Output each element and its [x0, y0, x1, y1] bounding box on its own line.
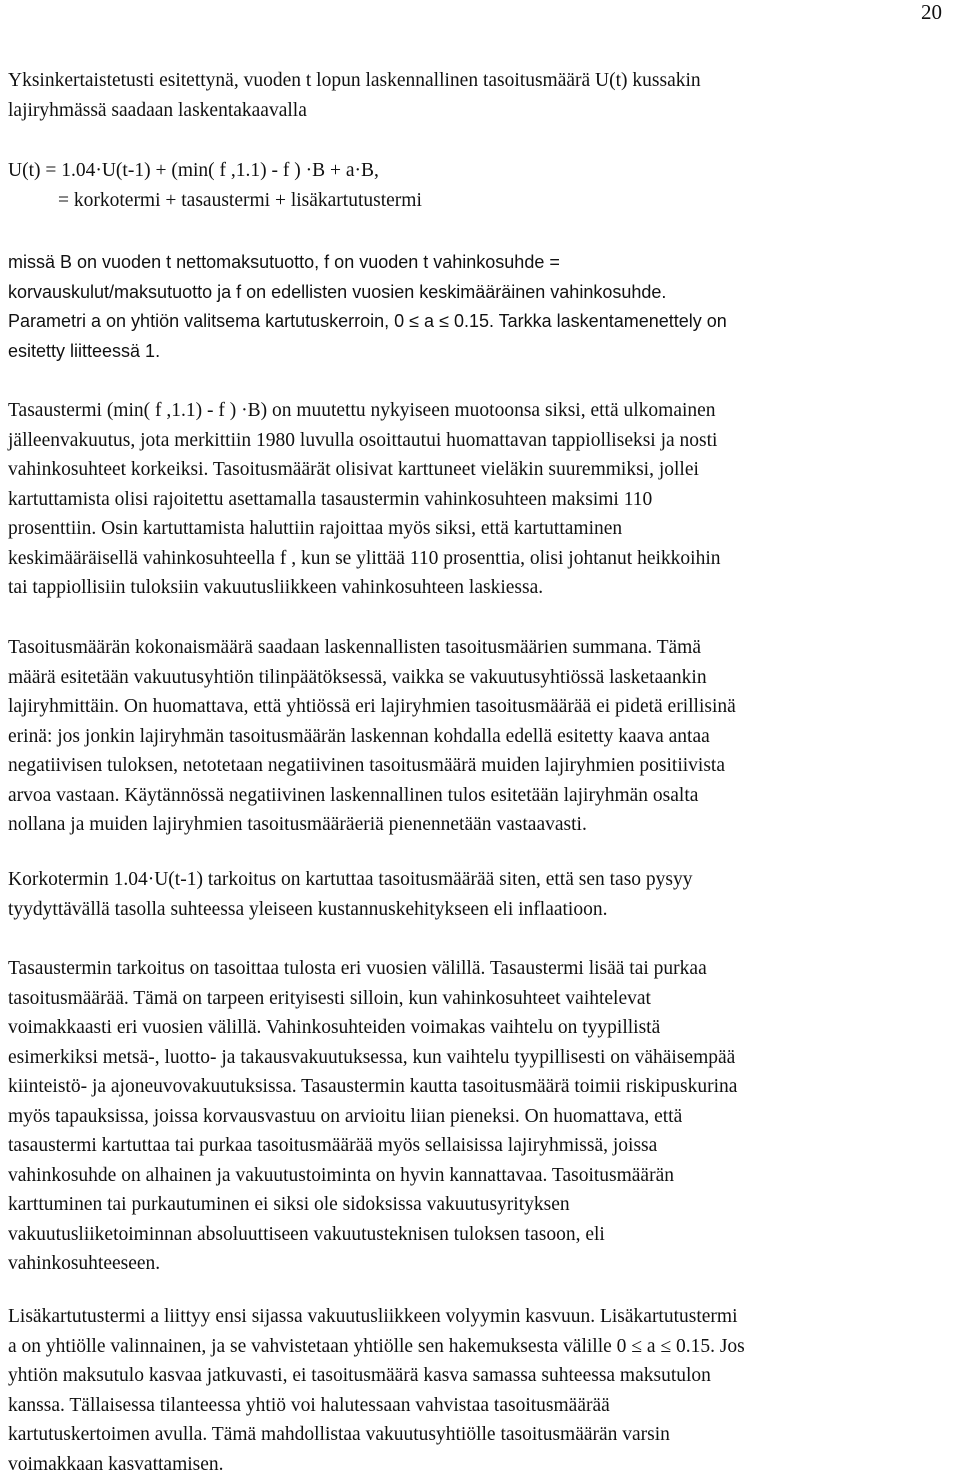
- paragraph-kokonaismaara: [8, 633, 956, 840]
- text-line: kartutuskertoimen avulla. Tämä mahdollistaa vakuutusyhtiölle tasoitusmäärän varsin: [8, 1420, 956, 1450]
- formula-line: = korkotermi + tasaustermi + lisäkartutustermi: [8, 186, 956, 216]
- text-line: voimakkaasti eri vuosien välillä. Vahinkosuhteiden voimakas vaihtelu on tyypillistä: [8, 1013, 956, 1043]
- text-line: Lisäkartutustermi a liittyy ensi sijassa vakuutusliikkeen volyymin kasvuun. Lisäkartutustermi: [8, 1302, 956, 1332]
- text-line: yhtiön maksutulo kasvaa jatkuvasti, ei tasoitusmäärä kasva samassa suhteessa maksutulon: [8, 1361, 956, 1391]
- text-line: Tasaustermin tarkoitus on tasoittaa tulosta eri vuosien välillä. Tasaustermi lisää tai purkaa: [8, 954, 956, 984]
- text-line: Yksinkertaistetusti esitettynä, vuoden t lopun laskennallinen tasoitusmäärä U(t) kussakin: [8, 66, 956, 96]
- text-line: prosenttiin. Osin kartuttamista haluttiin rajoittaa myös siksi, että kartuttaminen: [8, 514, 956, 544]
- text-line: vahinkosuhteet korkeiksi. Tasoitusmäärät olisivat karttuneet vieläkin suuremmiksi, jollei: [8, 455, 956, 485]
- text-line: lajiryhmittäin. On huomattava, että yhtiössä eri lajiryhmien tasoitusmäärää ei pidetä erillisinä: [8, 692, 956, 722]
- text-line: Tasoitusmäärän kokonaismäärä saadaan laskennallisten tasoitusmäärien summana. Tämä: [8, 633, 956, 663]
- text-line: kanssa. Tällaisessa tilanteessa yhtiö voi halutessaan vahvistaa tasoitusmäärää: [8, 1391, 956, 1421]
- paragraph-lisakartutustermi: [8, 1302, 956, 1479]
- intro-paragraph: [8, 66, 956, 125]
- text-line: esimerkiksi metsä-, luotto- ja takausvakuutuksessa, kun vaihtelu tyypillisesti on vähäisempää: [8, 1043, 956, 1073]
- text-line: lajiryhmässä saadaan laskentakaavalla: [8, 96, 956, 126]
- text-line: tasaustermi kartuttaa tai purkaa tasoitusmäärää myös sellaisissa lajiryhmissä, joissa: [8, 1131, 956, 1161]
- text-line: määrä esitetään vakuutusyhtiön tilinpäätöksessä, vaikka se vakuutusyhtiössä lasketaankin: [8, 663, 956, 693]
- text-line: vahinkosuhteeseen.: [8, 1249, 956, 1279]
- text-line: kartuttamista olisi rajoitettu asettamalla tasaustermin vahinkosuhteen maksimi 110: [8, 485, 956, 515]
- text-line: esitetty liitteessä 1.: [8, 337, 956, 367]
- text-line: erinä: jos jonkin lajiryhmän tasoitusmäärän laskennan kohdalla edellä esitetty kaava antaa: [8, 722, 956, 752]
- text-line: negatiivisen tuloksen, netotetaan negatiivinen tasoitusmäärä muiden lajiryhmien positiivista: [8, 751, 956, 781]
- text-line: tai tappiollisiin tuloksiin vakuutusliikkeen vahinkosuhteen laskiessa.: [8, 573, 956, 603]
- text-line: Parametri a on yhtiön valitsema kartutuskerroin, 0 ≤ a ≤ 0.15. Tarkka laskentamenettely on: [8, 307, 956, 337]
- paragraph-tasaustermin-tarkoitus: [8, 954, 956, 1279]
- text-line: voimakkaan kasvattamisen.: [8, 1450, 956, 1479]
- formula-block: [8, 156, 956, 215]
- text-line: kiinteistö- ja ajoneuvovakuutuksissa. Tasaustermin kautta tasoitusmäärä toimii riskipuskurina: [8, 1072, 956, 1102]
- text-line: arvoa vastaan. Käytännössä negatiivinen laskennallinen tulos esitetään lajiryhmän osalta: [8, 781, 956, 811]
- text-line: myös tapauksissa, joissa korvausvastuu on arvioitu liian pieneksi. On huomattava, että: [8, 1102, 956, 1132]
- text-line: missä B on vuoden t nettomaksutuotto, f on vuoden t vahinkosuhde =: [8, 248, 956, 278]
- paragraph-korkotermi: [8, 865, 956, 924]
- text-line: vakuutusliiketoiminnan absoluuttiseen vakuutusteknisen tuloksen tasoon, eli: [8, 1220, 956, 1250]
- text-line: jälleenvakuutus, jota merkittiin 1980 luvulla osoittautui huomattavan tappiolliseksi ja nosti: [8, 426, 956, 456]
- text-line: vahinkosuhde on alhainen ja vakuutustoiminta on hyvin kannattavaa. Tasoitusmäärän: [8, 1161, 956, 1191]
- text-line: korvauskulut/maksutuotto ja f on edellisten vuosien keskimääräinen vahinkosuhde.: [8, 278, 956, 308]
- text-line: nollana ja muiden lajiryhmien tasoitusmääräeriä pienennetään vastaavasti.: [8, 810, 956, 840]
- formula-line: U(t) = 1.04·U(t-1) + (min( f ,1.1) - f ) ·B + a·B,: [8, 156, 956, 186]
- text-line: tasoitusmäärää. Tämä on tarpeen erityisesti silloin, kun vahinkosuhteet vaihtelevat: [8, 984, 956, 1014]
- paragraph-tasaustermi: [8, 396, 956, 603]
- text-line: a on yhtiölle valinnainen, ja se vahvistetaan yhtiölle sen hakemuksesta välille 0 ≤ a ≤ 0.15. Jos: [8, 1332, 956, 1362]
- text-line: karttuminen tai purkautuminen ei siksi ole sidoksissa vakuutusyrityksen: [8, 1190, 956, 1220]
- text-line: Tasaustermi (min( f ,1.1) - f ) ·B) on muutettu nykyiseen muotoonsa siksi, että ulkomainen: [8, 396, 956, 426]
- text-line: Korkotermin 1.04·U(t-1) tarkoitus on kartuttaa tasoitusmäärää siten, että sen taso pysyy: [8, 865, 956, 895]
- definitions-paragraph: [8, 248, 956, 366]
- text-line: keskimääräisellä vahinkosuhteella f , kun se ylittää 110 prosenttia, olisi johtanut heikkoihin: [8, 544, 956, 574]
- page-number: 20: [921, 0, 942, 25]
- text-line: tyydyttävällä tasolla suhteessa yleiseen kustannuskehitykseen eli inflaatioon.: [8, 895, 956, 925]
